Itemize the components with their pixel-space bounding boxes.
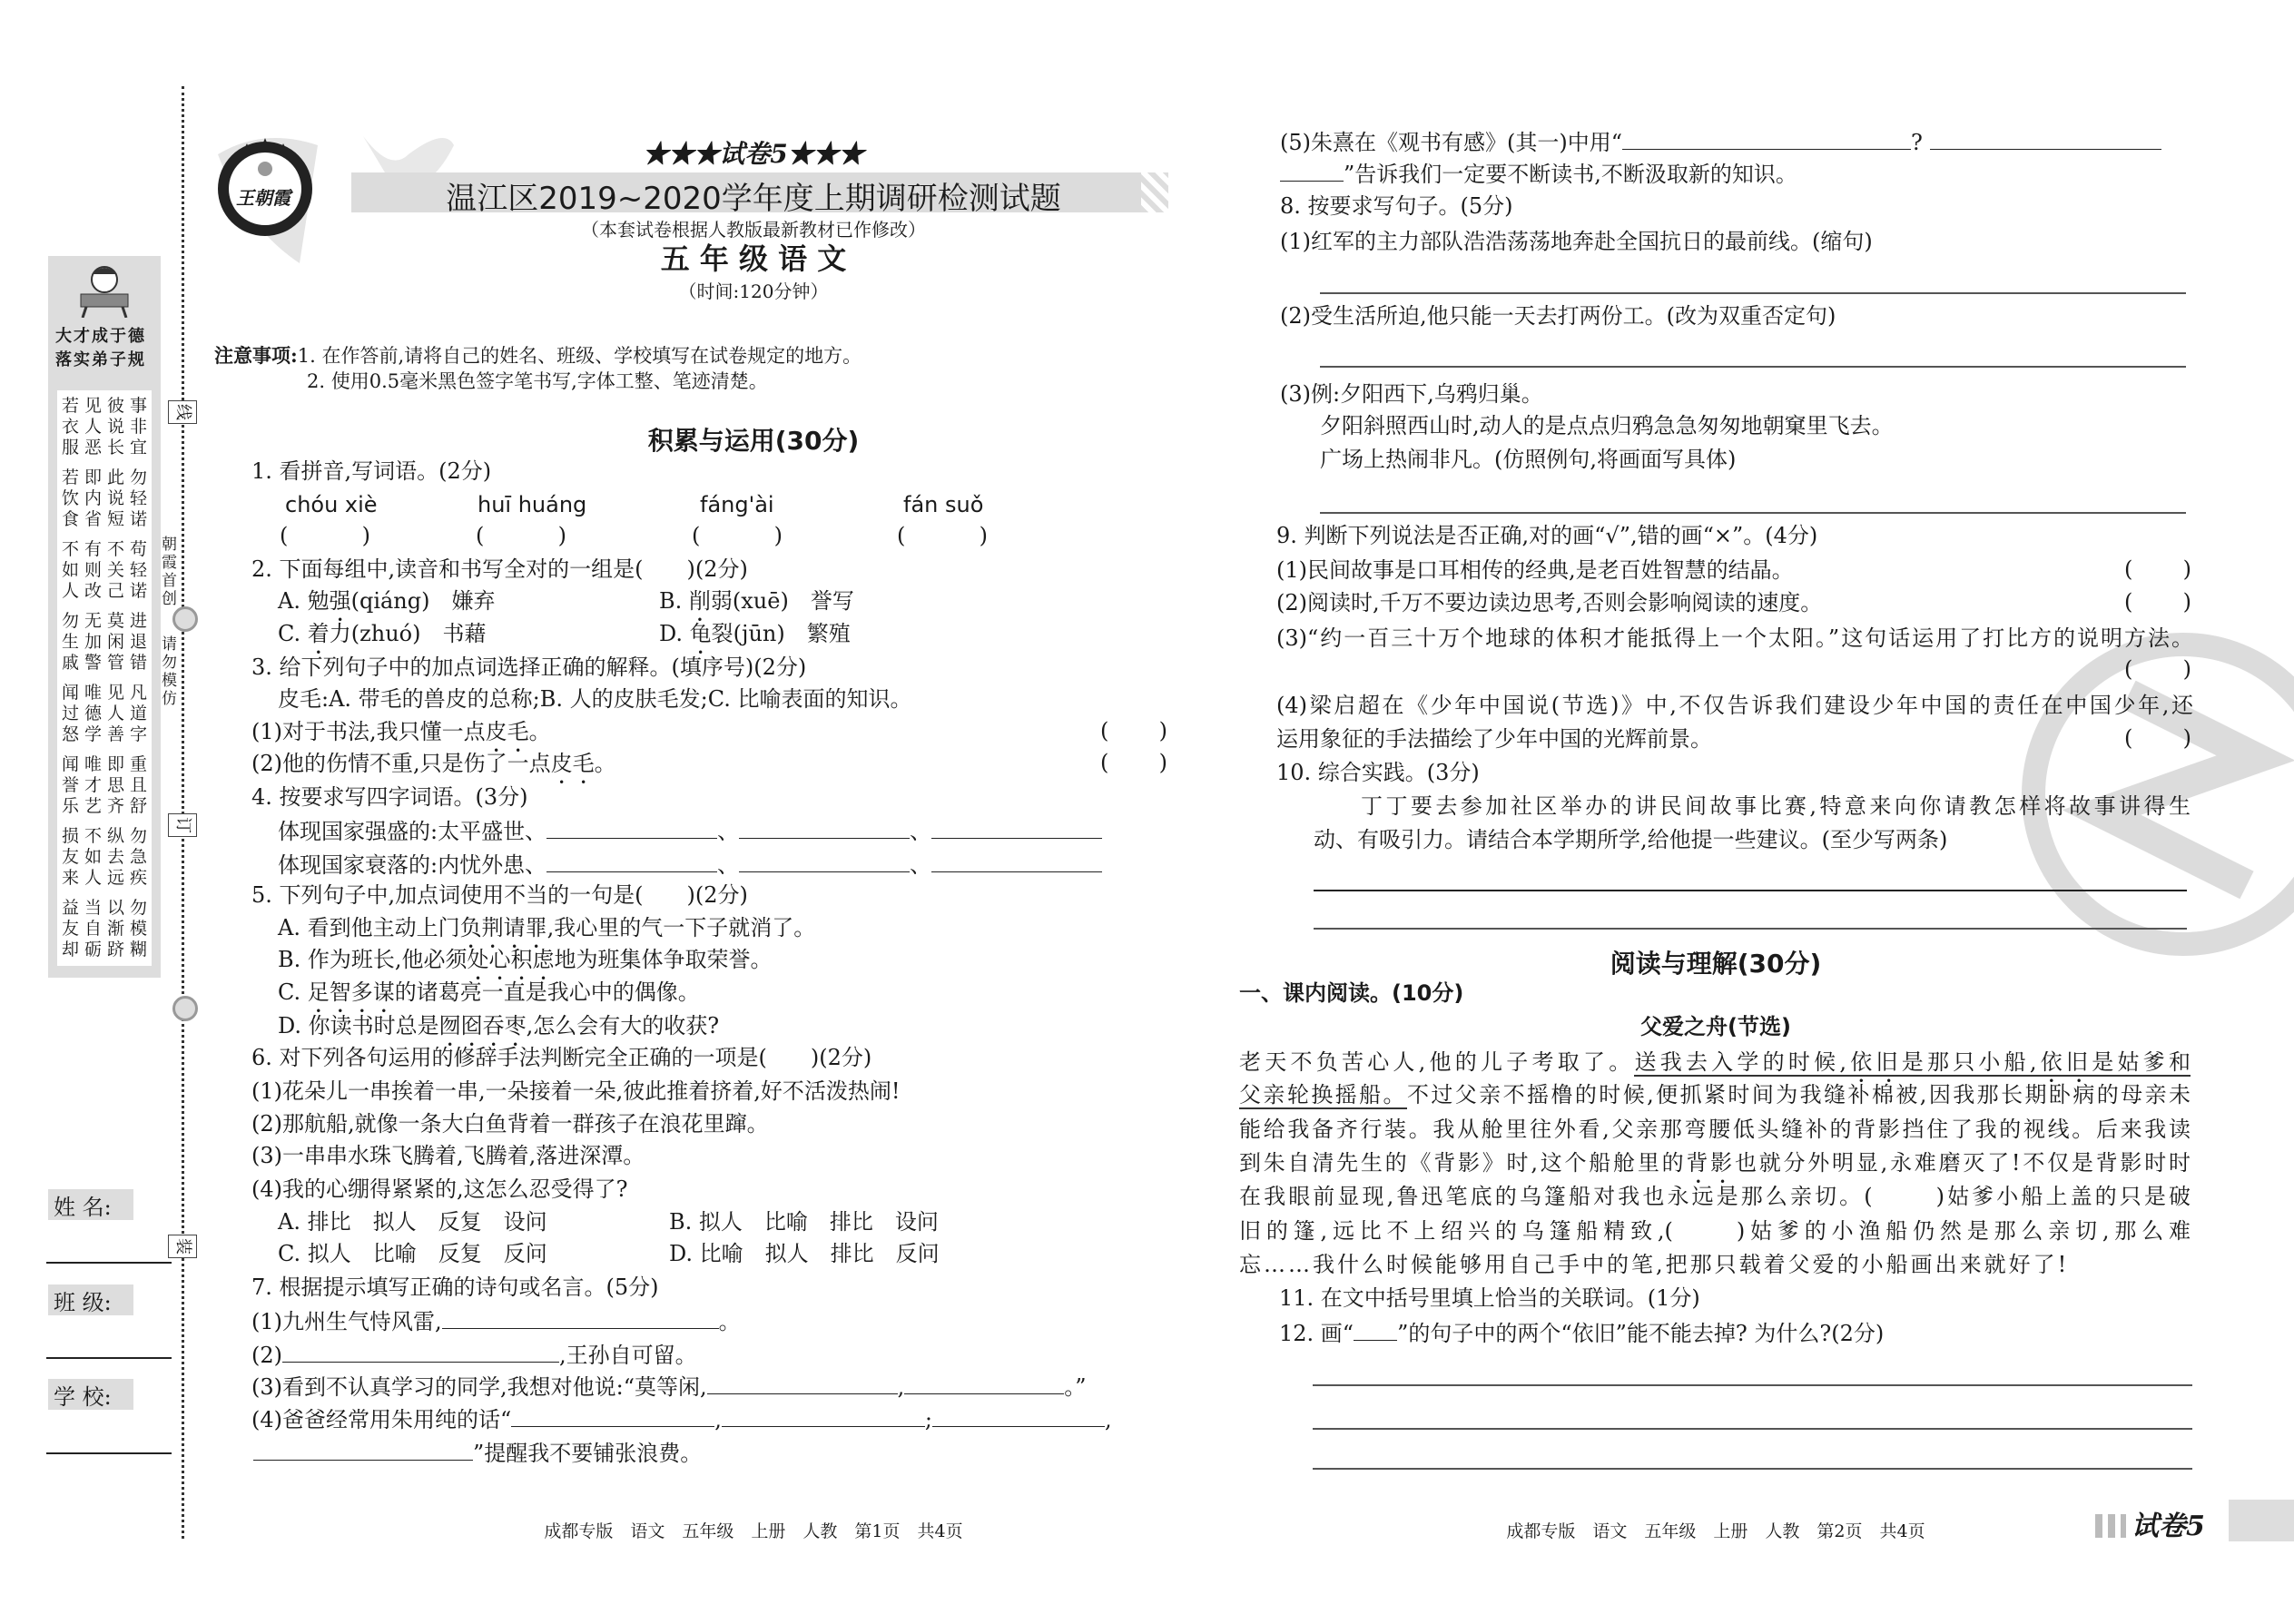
q8-item-3: (3)例:夕阳西下,乌鸦归巢。 [1280, 381, 1543, 407]
verse-row: 不 有 不 苟 [61, 539, 148, 559]
answer-blank[interactable] [904, 1372, 1064, 1394]
answer-line[interactable] [1314, 890, 2187, 891]
answer-line[interactable] [1314, 928, 2187, 930]
answer-blank[interactable] [931, 816, 1102, 839]
passage-line-3: 能给我备齐行装。我从舱里往外看,父亲那弯腰低头缝补的背影挡住了我的视线。后来我读 [1239, 1117, 2191, 1142]
answer-blank[interactable] [546, 816, 717, 839]
q2-option-a: A. 勉强(qiáng) 嫌弃 [278, 588, 496, 614]
q8-prompt: 广场上热闹非凡。(仿照例句,将画面写具体) [1320, 447, 1737, 472]
q7: 7. 根据提示填写正确的诗句或名言。(5分) [251, 1275, 659, 1300]
verse-row: 若 见 彼 事 [61, 396, 148, 416]
q9-item-4: (4)梁启超在《少年中国说(节选)》中,不仅告诉我们建设少年中国的责任在中国少年,还 [1276, 693, 2193, 718]
q6: 6. 对下列各句运用的修辞手法判断完全正确的一项是( )(2分) [251, 1045, 872, 1070]
motto-line-1: 大才成于德 [55, 327, 146, 346]
q5: 5. 下列句子中,加点词使用不当的一句是( )(2分) [251, 882, 748, 908]
verse-row: 闻 唯 即 重 [61, 754, 148, 774]
swirl-icon [172, 606, 198, 632]
margin-mark-line: 线 [168, 400, 197, 424]
binding-dotted-line [182, 86, 184, 1539]
class-field[interactable] [46, 1357, 172, 1359]
q6-option-b: B. 拟人 比喻 排比 设问 [669, 1209, 939, 1235]
notice-label: 注意事项: [214, 344, 298, 367]
q1: 1. 看拼音,写词语。(2分) [251, 458, 492, 484]
answer-line[interactable] [1313, 1428, 2192, 1430]
q12: 12. 画“ ”的句子中的两个“依旧”能不能去掉? 为什么?(2分) [1279, 1318, 1884, 1347]
answer-blank[interactable] [932, 1404, 1105, 1427]
answer-blank[interactable] [707, 1372, 898, 1394]
q4: 4. 按要求写四字词语。(3分) [251, 784, 528, 810]
verse-row: 损 不 纵 勿 [61, 826, 148, 846]
answer-blank[interactable] [722, 1404, 925, 1427]
answer-line[interactable] [1313, 1468, 2192, 1470]
verse-row: 益 当 以 勿 [61, 898, 148, 918]
page-footer-1: 成都专版 语文 五年级 上册 人教 第1页 共4页 [544, 1521, 963, 1541]
passage-line-5: 在我眼前显现,鲁迅笔底的乌篷船对我也永远是那么亲切。( )姑爹小船上盖的只是破 [1239, 1184, 2191, 1209]
q6-option-a: A. 排比 拟人 反复 设问 [278, 1209, 547, 1235]
verse-row: 衣 人 说 非 [61, 417, 148, 437]
answer-box[interactable]: ( ) [692, 523, 783, 548]
series-label: ★★★试卷5★★★ [643, 139, 864, 169]
exam-badge: 试卷5 [2132, 1511, 2205, 1542]
answer-box[interactable]: ( ) [2124, 556, 2191, 582]
answer-blank[interactable] [739, 816, 910, 839]
verse-row: 却 砺 跻 糊 [61, 940, 148, 960]
badge-decoration [2095, 1514, 2126, 1538]
answer-box[interactable]: ( ) [897, 523, 988, 548]
verse-row: 食 省 短 诺 [61, 509, 148, 529]
answer-blank[interactable] [1930, 127, 2161, 150]
verse-row: 友 如 去 急 [61, 847, 148, 867]
reading-part-1: 一、课内阅读。(10分) [1239, 980, 1464, 1006]
verse-box [57, 390, 152, 966]
exam-title: 温江区2019~2020学年度上期调研检测试题 [446, 181, 1061, 217]
page-footer-2: 成都专版 语文 五年级 上册 人教 第2页 共4页 [1506, 1521, 1925, 1541]
section-title-accumulation: 积累与运用(30分) [647, 426, 860, 456]
motto-sidebar [48, 256, 161, 978]
q3: 3. 给下列句子中的加点词选择正确的解释。(填序号)(2分) [251, 655, 807, 680]
badge-band [2229, 1500, 2294, 1541]
answer-box[interactable]: ( ) [1100, 718, 1167, 743]
verse-row: 服 恶 长 宜 [61, 438, 148, 458]
name-label: 姓 名: [48, 1189, 133, 1220]
verse-row: 誉 才 思 且 [61, 775, 148, 795]
q7-item-5: (5)朱熹在《观书有感》(其一)中用“ ? [1280, 127, 2161, 156]
q3-sentence-1: (1)对于书法,我只懂一点皮毛。 [251, 719, 551, 744]
answer-line[interactable] [1320, 366, 2186, 368]
q4-line-1: 体现国家强盛的:太平盛世、 、 、 [278, 816, 1102, 845]
q6-option-c: C. 拟人 比喻 反复 反问 [278, 1241, 547, 1266]
q2-option-d: D. 龟裂(jūn) 繁殖 [659, 621, 851, 646]
q10: 10. 综合实践。(3分) [1276, 760, 1480, 785]
q7-item-5-cont: ”告诉我们一定要不断读书,不断汲取新的知识。 [1280, 159, 1797, 188]
verse-row: 人 改 己 诺 [61, 581, 148, 601]
swirl-icon [172, 996, 198, 1021]
verse-row: 勿 无 莫 进 [61, 611, 148, 631]
q6-sentence-2: (2)那航船,就像一条大白鱼背着一群孩子在浪花里蹿。 [251, 1111, 769, 1137]
q5-option-d: D. 你读书时总是囫囵吞枣,怎么会有大的收获? [278, 1013, 720, 1038]
verse-row: 戚 警 管 错 [61, 653, 148, 673]
q7-item-1: (1)九州生气恃风雷, 。 [251, 1306, 741, 1335]
margin-vertical-text-2: 请勿模仿 [162, 635, 180, 708]
subject-title: 五 年 级 语 文 [660, 241, 847, 276]
q5-option-c: C. 足智多谋的诸葛亮一直是我心中的偶像。 [278, 979, 700, 1005]
q2: 2. 下面每组中,读音和书写全对的一组是( )(2分) [251, 556, 748, 582]
q7-item-2: (2) ,王孙自可留。 [251, 1340, 697, 1369]
margin-vertical-text-1: 朝霞首创 [162, 536, 180, 608]
q10-paragraph-1: 丁丁要去参加社区举办的讲民间故事比赛,特意来向你请教怎样将故事讲得生 [1361, 793, 2191, 819]
answer-box[interactable]: ( ) [1100, 750, 1167, 775]
answer-box[interactable]: ( ) [2124, 589, 2191, 615]
verse-row: 怒 学 善 字 [61, 724, 148, 744]
answer-box[interactable]: ( ) [280, 523, 370, 548]
logo-text: 王朝霞 [236, 187, 290, 209]
pinyin-4: fán suǒ [903, 492, 984, 517]
exam-time: （时间:120分钟） [678, 281, 829, 302]
verse-row: 闻 唯 见 凡 [61, 683, 148, 703]
q3-sentence-2: (2)他的伤情不重,只是伤了一点皮毛。 [251, 751, 616, 776]
q8-example: 夕阳斜照西山时,动人的是点点归鸦急急匆匆地朝窠里飞去。 [1320, 413, 1894, 438]
name-field[interactable] [46, 1262, 172, 1264]
verse-row: 生 加 闲 退 [61, 632, 148, 652]
q9-item-2: (2)阅读时,千万不要边读边思考,否则会影响阅读的速度。 [1276, 590, 1823, 615]
q5-option-a: A. 看到他主动上门负荆请罪,我心里的气一下子就消了。 [278, 915, 816, 940]
answer-box[interactable]: ( ) [2124, 725, 2191, 751]
q8-item-1: (1)红军的主力部队浩浩荡荡地奔赴全国抗日的最前线。(缩句) [1280, 229, 1873, 254]
q6-sentence-4: (4)我的心绷得紧紧的,这怎么忍受得了? [251, 1176, 628, 1202]
q9-item-1: (1)民间故事是口耳相传的经典,是老百姓智慧的结晶。 [1276, 557, 1794, 583]
q6-option-d: D. 比喻 拟人 排比 反问 [669, 1241, 940, 1266]
q11: 11. 在文中括号里填上恰当的关联词。(1分) [1279, 1285, 1700, 1311]
q3-definition: 皮毛:A. 带毛的兽皮的总称;B. 人的皮肤毛发;C. 比喻表面的知识。 [278, 686, 912, 712]
margin-mark-bind: 订 [168, 813, 197, 837]
q5-option-b: B. 作为班长,他必须处心积虑地为班集体争取荣誉。 [278, 947, 773, 972]
answer-line[interactable] [1320, 292, 2186, 294]
answer-blank[interactable] [931, 850, 1102, 872]
answer-blank[interactable] [253, 1438, 473, 1461]
q6-sentence-1: (1)花朵儿一串挨着一串,一朵接着一朵,彼此推着挤着,好不活泼热闹! [251, 1078, 901, 1104]
notice-item: 1. 在作答前,请将自己的姓名、班级、学校填写在试卷规定的地方。 [297, 345, 862, 367]
passage-line-6: 旧的篷,远比不上绍兴的乌篷船精致,( )姑爹的小渔船仍然是那么亲切,那么难 [1239, 1218, 2191, 1244]
passage-line-4: 到朱自清先生的《背影》时,这个船舱里的背影也就分外明显,永难磨灭了!不仅是背影时时 [1239, 1150, 2191, 1176]
q4-line-2: 体现国家衰落的:内忧外患、 、 、 [278, 850, 1102, 879]
answer-line[interactable] [1313, 1384, 2192, 1386]
passage-line-1: 老天不负苦心人,他的儿子考取了。送我去入学的时候,依旧是那只小船,依旧是姑爹和 [1239, 1049, 2191, 1075]
q9-item-3: (3)“约一百三十万个地球的体积才能抵得上一个太阳。”这句话运用了打比方的说明方法。 [1276, 625, 2193, 651]
q2-option-b: B. 削弱(xuē) 誉写 [659, 588, 854, 614]
section-title-reading: 阅读与理解(30分) [1610, 949, 1822, 979]
verse-row: 若 即 此 勿 [61, 468, 148, 487]
answer-blank[interactable] [1280, 159, 1344, 182]
verse-row: 饮 内 说 轻 [61, 488, 148, 508]
exam-note: （本套试卷根据人教版最新教材已作修改） [581, 219, 926, 241]
passage-title: 父爱之舟(节选) [1640, 1014, 1791, 1039]
pinyin-3: fáng'ài [700, 492, 774, 517]
answer-blank[interactable] [546, 850, 717, 872]
margin-mark-pack: 装 [168, 1235, 197, 1258]
notice-line-1 [214, 342, 861, 369]
school-label: 学 校: [48, 1379, 133, 1410]
answer-blank[interactable] [739, 850, 910, 872]
answer-blank[interactable] [1622, 127, 1911, 150]
q7-item-4-cont: ”提醒我不要铺张浪费。 [253, 1438, 702, 1467]
motto-line-2: 落实弟子规 [55, 350, 146, 369]
q7-item-3: (3)看到不认真学习的同学,我想对他说:“莫等闲, , 。” [251, 1372, 1087, 1401]
answer-box[interactable]: ( ) [2124, 656, 2191, 682]
answer-blank[interactable] [282, 1340, 559, 1363]
answer-blank[interactable] [442, 1306, 719, 1329]
q8: 8. 按要求写句子。(5分) [1280, 193, 1513, 219]
verse-row: 来 人 远 疾 [61, 868, 148, 888]
q2-option-c: C. 着力(zhuó) 书藉 [278, 621, 487, 646]
passage-line-7: 忘……我什么时候能够用自己手中的笔,把那只载着父爱的小船画出来就好了! [1239, 1252, 2070, 1277]
answer-blank[interactable] [511, 1404, 714, 1427]
verse-row: 乐 艺 齐 舒 [61, 796, 148, 816]
answer-line[interactable] [1320, 512, 2186, 514]
answer-box[interactable]: ( ) [476, 523, 566, 548]
pinyin-1: chóu xiè [285, 492, 378, 517]
passage-line-2: 父亲轮换摇船。不过父亲不摇橹的时候,便抓紧时间为我缝补棉被,因我那长期卧病的母亲未 [1239, 1082, 2191, 1107]
school-field[interactable] [46, 1452, 172, 1454]
q9: 9. 判断下列说法是否正确,对的画“√”,错的画“×”。(4分) [1276, 523, 1818, 548]
q9-item-4-cont: 运用象征的手法描绘了少年中国的光辉前景。 [1276, 726, 1712, 752]
q10-paragraph-2: 动、有吸引力。请结合本学期所学,给他提一些建议。(至少写两条) [1314, 827, 1948, 852]
q7-item-4: (4)爸爸经常用朱用纯的话“ , ; , [251, 1404, 1112, 1433]
notice-line-2: 2. 使用0.5毫米黑色签字笔书写,字体工整、笔迹清楚。 [307, 370, 768, 392]
q6-sentence-3: (3)一串串水珠飞腾着,飞腾着,落进深潭。 [251, 1143, 645, 1168]
verse-row: 过 德 人 道 [61, 704, 148, 723]
pinyin-2: huī huáng [478, 492, 587, 517]
verse-row: 如 则 关 轻 [61, 560, 148, 580]
q8-item-2: (2)受生活所迫,他只能一天去打两份工。(改为双重否定句) [1280, 303, 1836, 329]
verse-row: 友 自 渐 模 [61, 919, 148, 939]
class-label: 班 级: [48, 1284, 133, 1315]
